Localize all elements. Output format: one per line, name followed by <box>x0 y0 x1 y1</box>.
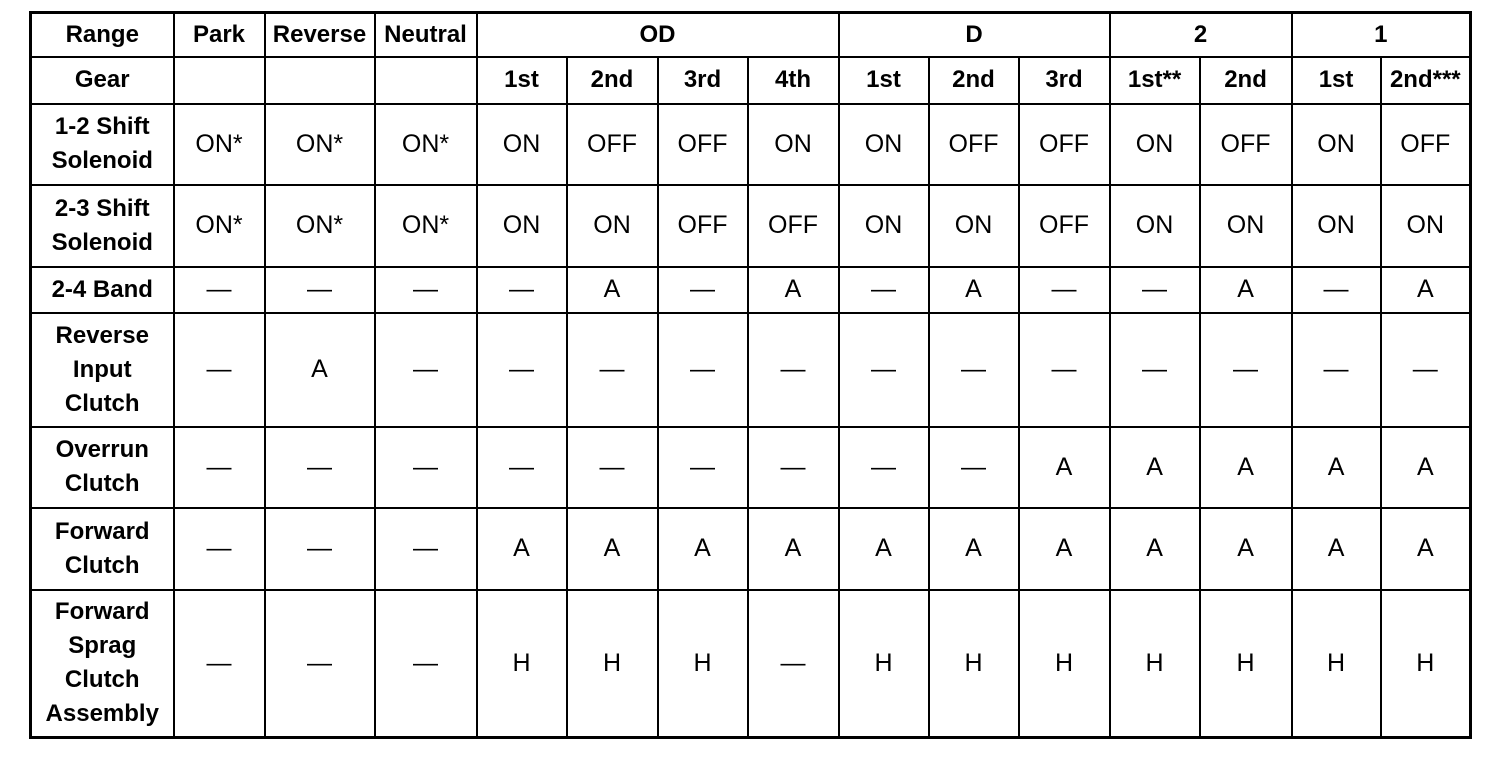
table-cell: OFF <box>1019 104 1110 185</box>
table-cell: ON <box>1110 185 1200 267</box>
table-cell: A <box>929 267 1019 313</box>
gear-cell <box>375 57 477 104</box>
table-cell: OFF <box>567 104 658 185</box>
table-cell: ON* <box>174 185 265 267</box>
table-cell: — <box>567 427 658 508</box>
range-od: OD <box>477 13 839 57</box>
table-cell: — <box>477 313 567 427</box>
table-cell: — <box>1292 267 1381 313</box>
gear-cell: 1st <box>1292 57 1381 104</box>
table-cell: OFF <box>658 185 748 267</box>
table-cell: — <box>658 313 748 427</box>
table-cell: A <box>1019 427 1110 508</box>
gear-header: Gear <box>31 57 174 104</box>
table-cell: — <box>839 313 929 427</box>
table-cell: ON <box>929 185 1019 267</box>
table-cell: — <box>1019 313 1110 427</box>
table-cell: — <box>174 427 265 508</box>
table-cell: OFF <box>1019 185 1110 267</box>
table-cell: — <box>658 427 748 508</box>
range-reverse: Reverse <box>265 13 375 57</box>
table-cell: — <box>929 427 1019 508</box>
gear-cell: 2nd <box>567 57 658 104</box>
shift-solenoid-table <box>29 11 1472 739</box>
table-cell: A <box>1381 267 1471 313</box>
table-cell: A <box>748 508 839 590</box>
table-cell: A <box>477 508 567 590</box>
table-cell: — <box>839 427 929 508</box>
table-cell: — <box>375 267 477 313</box>
table-row <box>31 313 1471 427</box>
row-label: 1-2 Shift Solenoid <box>31 104 174 185</box>
table-cell: ON <box>1200 185 1292 267</box>
table-cell: ON <box>839 185 929 267</box>
table-cell: — <box>1200 313 1292 427</box>
table-cell: ON* <box>375 185 477 267</box>
table-cell: ON <box>748 104 839 185</box>
table-cell: — <box>839 267 929 313</box>
row-label: Forward Sprag Clutch Assembly <box>31 590 174 738</box>
range-neutral: Neutral <box>375 13 477 57</box>
table-cell: H <box>929 590 1019 738</box>
table-cell: H <box>477 590 567 738</box>
table-cell: — <box>375 590 477 738</box>
table-row <box>31 590 1471 738</box>
table-cell: — <box>748 590 839 738</box>
table-cell: H <box>658 590 748 738</box>
table-cell: A <box>1381 427 1471 508</box>
table-cell: — <box>265 508 375 590</box>
table-cell: — <box>265 267 375 313</box>
table-cell: ON* <box>265 185 375 267</box>
table-cell: OFF <box>748 185 839 267</box>
table-cell: — <box>929 313 1019 427</box>
table-cell: A <box>1200 508 1292 590</box>
table-cell: A <box>658 508 748 590</box>
table-row <box>31 427 1471 508</box>
table-cell: — <box>1381 313 1471 427</box>
range-d: D <box>839 13 1110 57</box>
range-2: 2 <box>1110 13 1292 57</box>
table-cell: — <box>1292 313 1381 427</box>
gear-cell <box>174 57 265 104</box>
range-park: Park <box>174 13 265 57</box>
table-cell: ON <box>477 185 567 267</box>
table-cell: A <box>1110 508 1200 590</box>
table-row <box>31 185 1471 267</box>
table-cell: H <box>1381 590 1471 738</box>
table-cell: OFF <box>1200 104 1292 185</box>
gear-cell: 1st <box>839 57 929 104</box>
table-cell: — <box>567 313 658 427</box>
table-cell: A <box>265 313 375 427</box>
gear-cell: 2nd <box>1200 57 1292 104</box>
table-cell: OFF <box>929 104 1019 185</box>
shift-chart-container <box>29 11 1472 739</box>
gear-cell: 2nd <box>929 57 1019 104</box>
table-cell: — <box>265 427 375 508</box>
table-cell: ON <box>839 104 929 185</box>
table-cell: A <box>929 508 1019 590</box>
table-cell: A <box>1200 267 1292 313</box>
table-cell: A <box>1019 508 1110 590</box>
table-cell: A <box>1110 427 1200 508</box>
gear-cell: 2nd*** <box>1381 57 1471 104</box>
table-cell: A <box>748 267 839 313</box>
table-cell: OFF <box>658 104 748 185</box>
table-cell: — <box>477 427 567 508</box>
range-header: Range <box>31 13 174 57</box>
row-label: Overrun Clutch <box>31 427 174 508</box>
table-cell: ON <box>1292 104 1381 185</box>
table-row <box>31 104 1471 185</box>
gear-cell: 1st <box>477 57 567 104</box>
table-row <box>31 267 1471 313</box>
table-cell: H <box>567 590 658 738</box>
table-cell: A <box>839 508 929 590</box>
table-cell: — <box>477 267 567 313</box>
table-cell: — <box>265 590 375 738</box>
gear-cell: 4th <box>748 57 839 104</box>
row-label: 2-4 Band <box>31 267 174 313</box>
table-cell: H <box>839 590 929 738</box>
table-cell: ON <box>567 185 658 267</box>
table-cell: ON <box>1381 185 1471 267</box>
table-cell: OFF <box>1381 104 1471 185</box>
table-cell: — <box>1110 313 1200 427</box>
table-cell: — <box>375 313 477 427</box>
table-cell: A <box>1381 508 1471 590</box>
row-label: Forward Clutch <box>31 508 174 590</box>
gear-cell <box>265 57 375 104</box>
table-cell: ON* <box>174 104 265 185</box>
gear-row <box>31 57 1471 104</box>
table-row <box>31 508 1471 590</box>
gear-cell: 3rd <box>1019 57 1110 104</box>
table-cell: ON <box>1292 185 1381 267</box>
row-label: Reverse Input Clutch <box>31 313 174 427</box>
table-cell: — <box>658 267 748 313</box>
table-cell: — <box>748 313 839 427</box>
gear-cell: 3rd <box>658 57 748 104</box>
table-cell: A <box>1292 427 1381 508</box>
table-cell: ON <box>1110 104 1200 185</box>
table-cell: — <box>174 313 265 427</box>
table-cell: — <box>375 508 477 590</box>
table-cell: — <box>174 590 265 738</box>
table-cell: ON* <box>265 104 375 185</box>
table-cell: A <box>1292 508 1381 590</box>
table-cell: H <box>1200 590 1292 738</box>
table-cell: A <box>1200 427 1292 508</box>
gear-cell: 1st** <box>1110 57 1200 104</box>
table-cell: A <box>567 508 658 590</box>
table-cell: — <box>174 508 265 590</box>
table-cell: H <box>1110 590 1200 738</box>
table-cell: — <box>748 427 839 508</box>
table-cell: H <box>1019 590 1110 738</box>
table-cell: A <box>567 267 658 313</box>
table-cell: ON <box>477 104 567 185</box>
table-cell: ON* <box>375 104 477 185</box>
range-1: 1 <box>1292 13 1471 57</box>
row-label: 2-3 Shift Solenoid <box>31 185 174 267</box>
table-cell: — <box>1110 267 1200 313</box>
table-cell: — <box>1019 267 1110 313</box>
range-row <box>31 13 1471 57</box>
table-cell: — <box>375 427 477 508</box>
table-cell: — <box>174 267 265 313</box>
table-cell: H <box>1292 590 1381 738</box>
